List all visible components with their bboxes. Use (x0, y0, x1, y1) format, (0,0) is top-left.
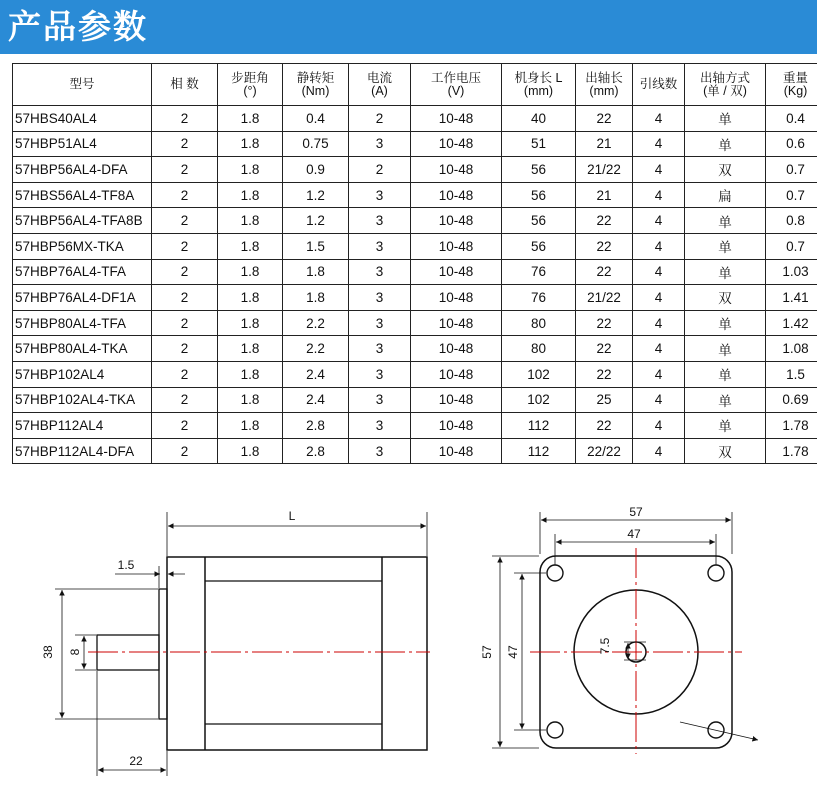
column-header-unit: (°) (243, 83, 257, 98)
table-cell: 1.08 (766, 336, 817, 362)
column-header-unit: (V) (447, 83, 465, 98)
table-cell: 2 (152, 413, 218, 439)
column-header-unit: (mm) (589, 83, 619, 98)
table-cell: 1.8 (218, 259, 283, 285)
table-cell: 10-48 (411, 233, 502, 259)
model-cell: 57HBP102AL4 (13, 361, 152, 387)
table-cell: 2.2 (283, 310, 349, 336)
table-cell: 双 (685, 157, 766, 183)
table-cell: 3 (349, 336, 411, 362)
column-header-label: 出轴方式 (699, 70, 750, 85)
flange-boss (159, 589, 167, 719)
table-cell: 1.8 (218, 336, 283, 362)
table-cell: 1.8 (218, 387, 283, 413)
table-cell: 10-48 (411, 259, 502, 285)
table-cell: 2.4 (283, 361, 349, 387)
table-cell: 1.8 (283, 285, 349, 311)
table-cell: 2 (152, 387, 218, 413)
table-cell: 双 (685, 438, 766, 464)
table-cell: 10-48 (411, 361, 502, 387)
column-header-label: 引线数 (639, 77, 678, 91)
column-header-label: 出轴长 (585, 70, 623, 85)
table-cell: 1.78 (766, 438, 817, 464)
table-cell: 3 (349, 285, 411, 311)
page-title: 产品参数 (8, 7, 148, 46)
table-cell: 2.8 (283, 438, 349, 464)
table-cell: 4 (633, 438, 685, 464)
model-cell: 57HBP56AL4-TFA8B (13, 208, 152, 234)
table-row (13, 336, 817, 362)
table-cell: 3 (349, 233, 411, 259)
table-cell: 10-48 (411, 106, 502, 132)
table-cell: 0.7 (766, 182, 817, 208)
dim-shaft-len-label: 22 (129, 754, 143, 768)
model-cell: 57HBP80AL4-TFA (13, 310, 152, 336)
title-banner (0, 0, 817, 54)
table-cell: 扁 (685, 182, 766, 208)
table-row (13, 361, 817, 387)
table-cell: 3 (349, 361, 411, 387)
table-header-row (13, 64, 817, 106)
table-cell: 1.8 (218, 285, 283, 311)
table-cell: 10-48 (411, 208, 502, 234)
table-cell: 22 (576, 259, 633, 285)
table-cell: 10-48 (411, 157, 502, 183)
table-cell: 10-48 (411, 387, 502, 413)
table-cell: 1.8 (218, 157, 283, 183)
column-header-label: 步距角 (231, 70, 269, 85)
model-cell: 57HBP80AL4-TKA (13, 336, 152, 362)
table-cell: 22 (576, 413, 633, 439)
table-cell: 3 (349, 182, 411, 208)
table-cell: 56 (502, 182, 576, 208)
table-cell: 单 (685, 233, 766, 259)
mount-hole-bl (547, 722, 563, 738)
table-cell: 4 (633, 336, 685, 362)
table-cell: 0.7 (766, 157, 817, 183)
table-body (13, 106, 817, 464)
dim-front-height-holes-label: 47 (506, 645, 520, 659)
table-cell: 单 (685, 387, 766, 413)
column-header-label: 电流 (366, 70, 392, 85)
table-row (13, 413, 817, 439)
table-cell: 4 (633, 182, 685, 208)
table-row (13, 259, 817, 285)
model-cell: 57HBS40AL4 (13, 106, 152, 132)
model-cell: 57HBP76AL4-DF1A (13, 285, 152, 311)
column-header (766, 64, 817, 106)
table-cell: 0.69 (766, 387, 817, 413)
table-cell: 76 (502, 285, 576, 311)
column-header (685, 64, 766, 106)
table-cell: 1.03 (766, 259, 817, 285)
table-cell: 1.8 (218, 413, 283, 439)
model-cell: 57HBS56AL4-TF8A (13, 182, 152, 208)
column-header-label: 重量 (782, 70, 808, 85)
table-cell: 0.6 (766, 131, 817, 157)
model-cell: 57HBP56AL4-DFA (13, 157, 152, 183)
table-cell: 1.78 (766, 413, 817, 439)
column-header-unit: (A) (371, 83, 388, 98)
table-cell: 112 (502, 438, 576, 464)
column-header-unit: (Nm) (301, 83, 330, 98)
table-cell: 2 (152, 233, 218, 259)
table-cell: 112 (502, 413, 576, 439)
front-view (480, 505, 758, 754)
table-cell: 21/22 (576, 157, 633, 183)
table-cell: 1.8 (218, 208, 283, 234)
mount-hole-tr (708, 565, 724, 581)
table-row (13, 106, 817, 132)
table-cell: 双 (685, 285, 766, 311)
table-cell: 102 (502, 361, 576, 387)
table-cell: 0.4 (766, 106, 817, 132)
table-cell: 4 (633, 157, 685, 183)
dim-flange-label: 1.5 (117, 558, 135, 572)
column-header (576, 64, 633, 106)
table-cell: 2 (152, 438, 218, 464)
table-cell: 1.8 (218, 310, 283, 336)
mount-hole-tl (547, 565, 563, 581)
table-cell: 2 (349, 157, 411, 183)
table-row (13, 310, 817, 336)
model-cell: 57HBP76AL4-TFA (13, 259, 152, 285)
table-cell: 单 (685, 208, 766, 234)
table-cell: 10-48 (411, 413, 502, 439)
table-cell: 10-48 (411, 336, 502, 362)
table-cell: 102 (502, 387, 576, 413)
dim-front-width-outer-label: 57 (629, 505, 643, 519)
motor-drawing (0, 490, 817, 795)
table-cell: 1.2 (283, 208, 349, 234)
table-cell: 1.41 (766, 285, 817, 311)
table-cell: 2 (152, 285, 218, 311)
table-cell: 4 (633, 208, 685, 234)
table-cell: 2 (152, 131, 218, 157)
table-cell: 3 (349, 438, 411, 464)
column-header-label: 型号 (69, 77, 95, 91)
table-row (13, 233, 817, 259)
dim-height-label: 38 (41, 645, 55, 659)
table-cell: 21 (576, 182, 633, 208)
column-header-label: 机身长 L (514, 70, 563, 85)
table-cell: 10-48 (411, 438, 502, 464)
side-view (41, 509, 430, 776)
table-cell: 22 (576, 233, 633, 259)
table-cell: 0.4 (283, 106, 349, 132)
table-cell: 2 (152, 259, 218, 285)
table-cell: 10-48 (411, 310, 502, 336)
table-row (13, 387, 817, 413)
table-cell: 0.7 (766, 233, 817, 259)
table-row (13, 182, 817, 208)
table-cell: 1.5 (766, 361, 817, 387)
motor-body-outline (167, 557, 427, 750)
table-cell: 22/22 (576, 438, 633, 464)
table-cell: 56 (502, 157, 576, 183)
table-cell: 1.8 (218, 438, 283, 464)
table-cell: 4 (633, 259, 685, 285)
table-cell: 3 (349, 259, 411, 285)
table-cell: 4 (633, 131, 685, 157)
dim-length-label: L (288, 509, 296, 523)
table-cell: 0.8 (766, 208, 817, 234)
table-cell: 0.9 (283, 157, 349, 183)
table-cell: 0.75 (283, 131, 349, 157)
table-cell: 2.4 (283, 387, 349, 413)
column-header (283, 64, 349, 106)
table-cell: 单 (685, 336, 766, 362)
dim-front-height-outer-label: 57 (480, 645, 494, 659)
table-cell: 80 (502, 310, 576, 336)
column-header-label: 静转矩 (296, 70, 335, 85)
table-cell: 1.8 (218, 361, 283, 387)
column-header (152, 64, 218, 106)
table-cell: 3 (349, 310, 411, 336)
table-cell: 4 (633, 233, 685, 259)
table-cell: 76 (502, 259, 576, 285)
table-cell: 22 (576, 310, 633, 336)
model-cell: 57HBP56MX-TKA (13, 233, 152, 259)
table-cell: 2 (152, 336, 218, 362)
table-cell: 1.8 (218, 182, 283, 208)
table-cell: 1.8 (218, 233, 283, 259)
table-cell: 2 (152, 361, 218, 387)
table-cell: 56 (502, 233, 576, 259)
column-header-unit: (mm) (523, 83, 554, 98)
table-cell: 10-48 (411, 285, 502, 311)
table-cell: 3 (349, 387, 411, 413)
column-header (502, 64, 576, 106)
column-header-label: 工作电压 (430, 70, 481, 85)
table-cell: 单 (685, 413, 766, 439)
table-cell: 单 (685, 259, 766, 285)
table-cell: 1.5 (283, 233, 349, 259)
table-row (13, 208, 817, 234)
table-cell: 21 (576, 131, 633, 157)
table-cell: 4 (633, 387, 685, 413)
dim-shaft-flat-label: 7.5 (598, 637, 612, 655)
column-header (633, 64, 685, 106)
model-cell: 57HBP112AL4-DFA (13, 438, 152, 464)
table-cell: 1.2 (283, 182, 349, 208)
column-header (411, 64, 502, 106)
table-cell: 单 (685, 131, 766, 157)
table-cell: 21/22 (576, 285, 633, 311)
table-cell: 4 (633, 285, 685, 311)
table-cell: 22 (576, 361, 633, 387)
column-header (218, 64, 283, 106)
spec-table (12, 63, 817, 464)
table-cell: 4 (633, 106, 685, 132)
table-cell: 22 (576, 208, 633, 234)
column-header-unit: (Kg) (783, 83, 808, 98)
table-row (13, 438, 817, 464)
column-header-unit: (单 / 双) (703, 83, 747, 98)
table-cell: 1.8 (218, 131, 283, 157)
table-cell: 1.42 (766, 310, 817, 336)
table-cell: 4 (633, 361, 685, 387)
table-cell: 3 (349, 131, 411, 157)
table-cell: 4 (633, 310, 685, 336)
model-cell: 57HBP51AL4 (13, 131, 152, 157)
model-cell: 57HBP112AL4 (13, 413, 152, 439)
table-cell: 10-48 (411, 131, 502, 157)
column-header (349, 64, 411, 106)
table-cell: 10-48 (411, 182, 502, 208)
table-cell: 3 (349, 208, 411, 234)
table-cell: 单 (685, 310, 766, 336)
table-cell: 80 (502, 336, 576, 362)
dim-shaft-dia-label: 8 (68, 648, 82, 656)
table-cell: 22 (576, 336, 633, 362)
table-cell: 2 (152, 106, 218, 132)
table-cell: 56 (502, 208, 576, 234)
table-cell: 2.8 (283, 413, 349, 439)
table-cell: 51 (502, 131, 576, 157)
table-cell: 2 (152, 208, 218, 234)
table-row (13, 131, 817, 157)
table-row (13, 157, 817, 183)
table-cell: 单 (685, 106, 766, 132)
table-cell: 2 (152, 157, 218, 183)
model-cell: 57HBP102AL4-TKA (13, 387, 152, 413)
table-cell: 25 (576, 387, 633, 413)
dim-front-width-holes-label: 47 (627, 527, 641, 541)
table-cell: 1.8 (218, 106, 283, 132)
table-cell: 单 (685, 361, 766, 387)
table-cell: 2 (152, 182, 218, 208)
table-cell: 2 (152, 310, 218, 336)
table-cell: 22 (576, 106, 633, 132)
column-header (13, 64, 152, 106)
table-row (13, 285, 817, 311)
table-cell: 2.2 (283, 336, 349, 362)
table-cell: 40 (502, 106, 576, 132)
table-cell: 3 (349, 413, 411, 439)
table-cell: 2 (349, 106, 411, 132)
column-header-label: 相 数 (170, 77, 199, 91)
table-cell: 4 (633, 413, 685, 439)
table-cell: 1.8 (283, 259, 349, 285)
